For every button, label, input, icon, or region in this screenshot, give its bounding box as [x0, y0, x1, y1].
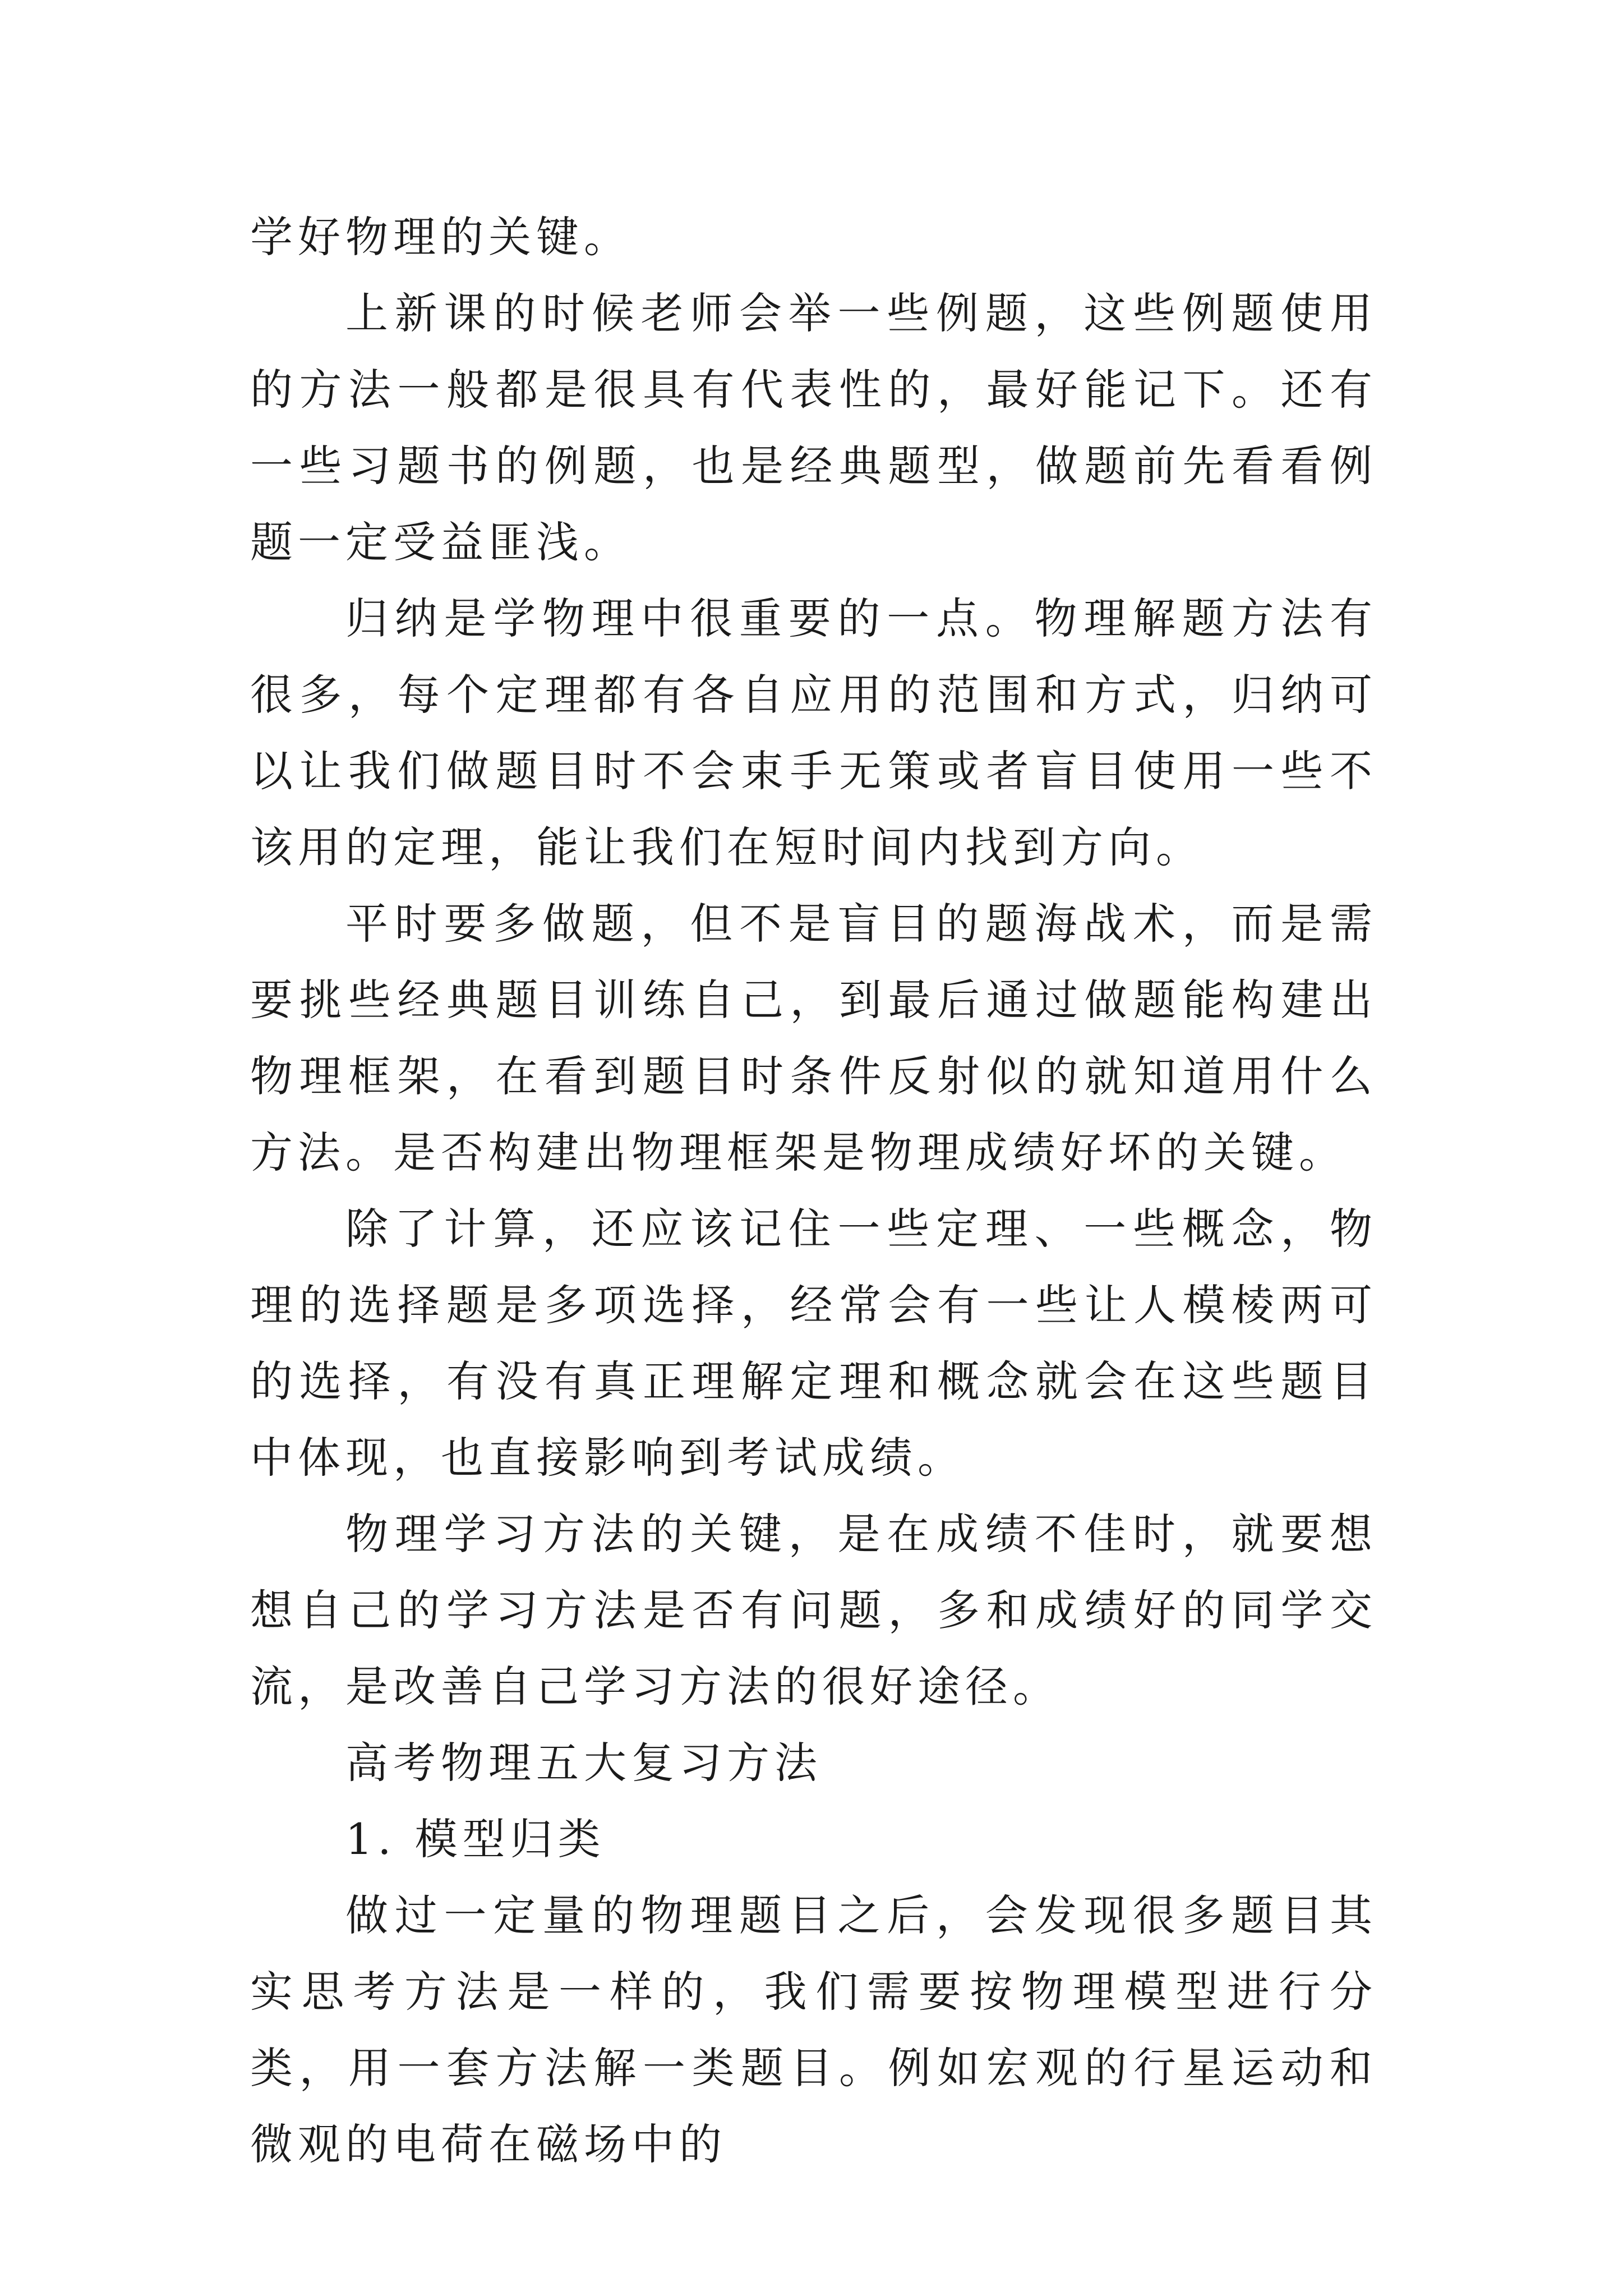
- paragraph-continuation: 学好物理的关键。: [250, 212, 631, 262]
- subsection-title: 1. 模型归类: [345, 1814, 606, 1864]
- paragraph-summarizing: 归纳是学物理中很重要的一点。物理解题方法有很多，每个定理都有各自应用的范围和方式，归纳可以让我们做题目时不会束手无策或者盲目使用一些不该用的定理，能让我们在短时间内找到方向。: [250, 593, 1377, 872]
- paragraph-practice: 平时要多做题，但不是盲目的题海战术，而是需要挑些经典题目训练自己，到最后通过做题能构建出物理框架，在看到题目时条件反射似的就知道用什么方法。是否构建出物理框架是物理成绩好坏的关键。: [250, 899, 1377, 1177]
- paragraph-model-classification: 做过一定量的物理题目之后，会发现很多题目其实思考方法是一样的，我们需要按物理模型进行分类，用一套方法解一类题目。例如宏观的行星运动和微观的电荷在磁场中的: [250, 1890, 1377, 2169]
- paragraph-concepts: 除了计算，还应该记住一些定理、一些概念，物理的选择题是多项选择，经常会有一些让人模棱两可的选择，有没有真正理解定理和概念就会在这些题目中体现，也直接影响到考试成绩。: [250, 1204, 1377, 1483]
- paragraph-example-problems: 上新课的时候老师会举一些例题，这些例题使用的方法一般都是很具有代表性的，最好能记下。还有一些习题书的例题，也是经典题型，做题前先看看例题一定受益匪浅。: [250, 288, 1377, 567]
- paragraph-study-method: 物理学习方法的关键，是在成绩不佳时，就要想想自己的学习方法是否有问题，多和成绩好的同学交流，是改善自己学习方法的很好途径。: [250, 1509, 1377, 1711]
- document-body: [250, 199, 1377, 2183]
- section-title: 高考物理五大复习方法: [345, 1738, 822, 1788]
